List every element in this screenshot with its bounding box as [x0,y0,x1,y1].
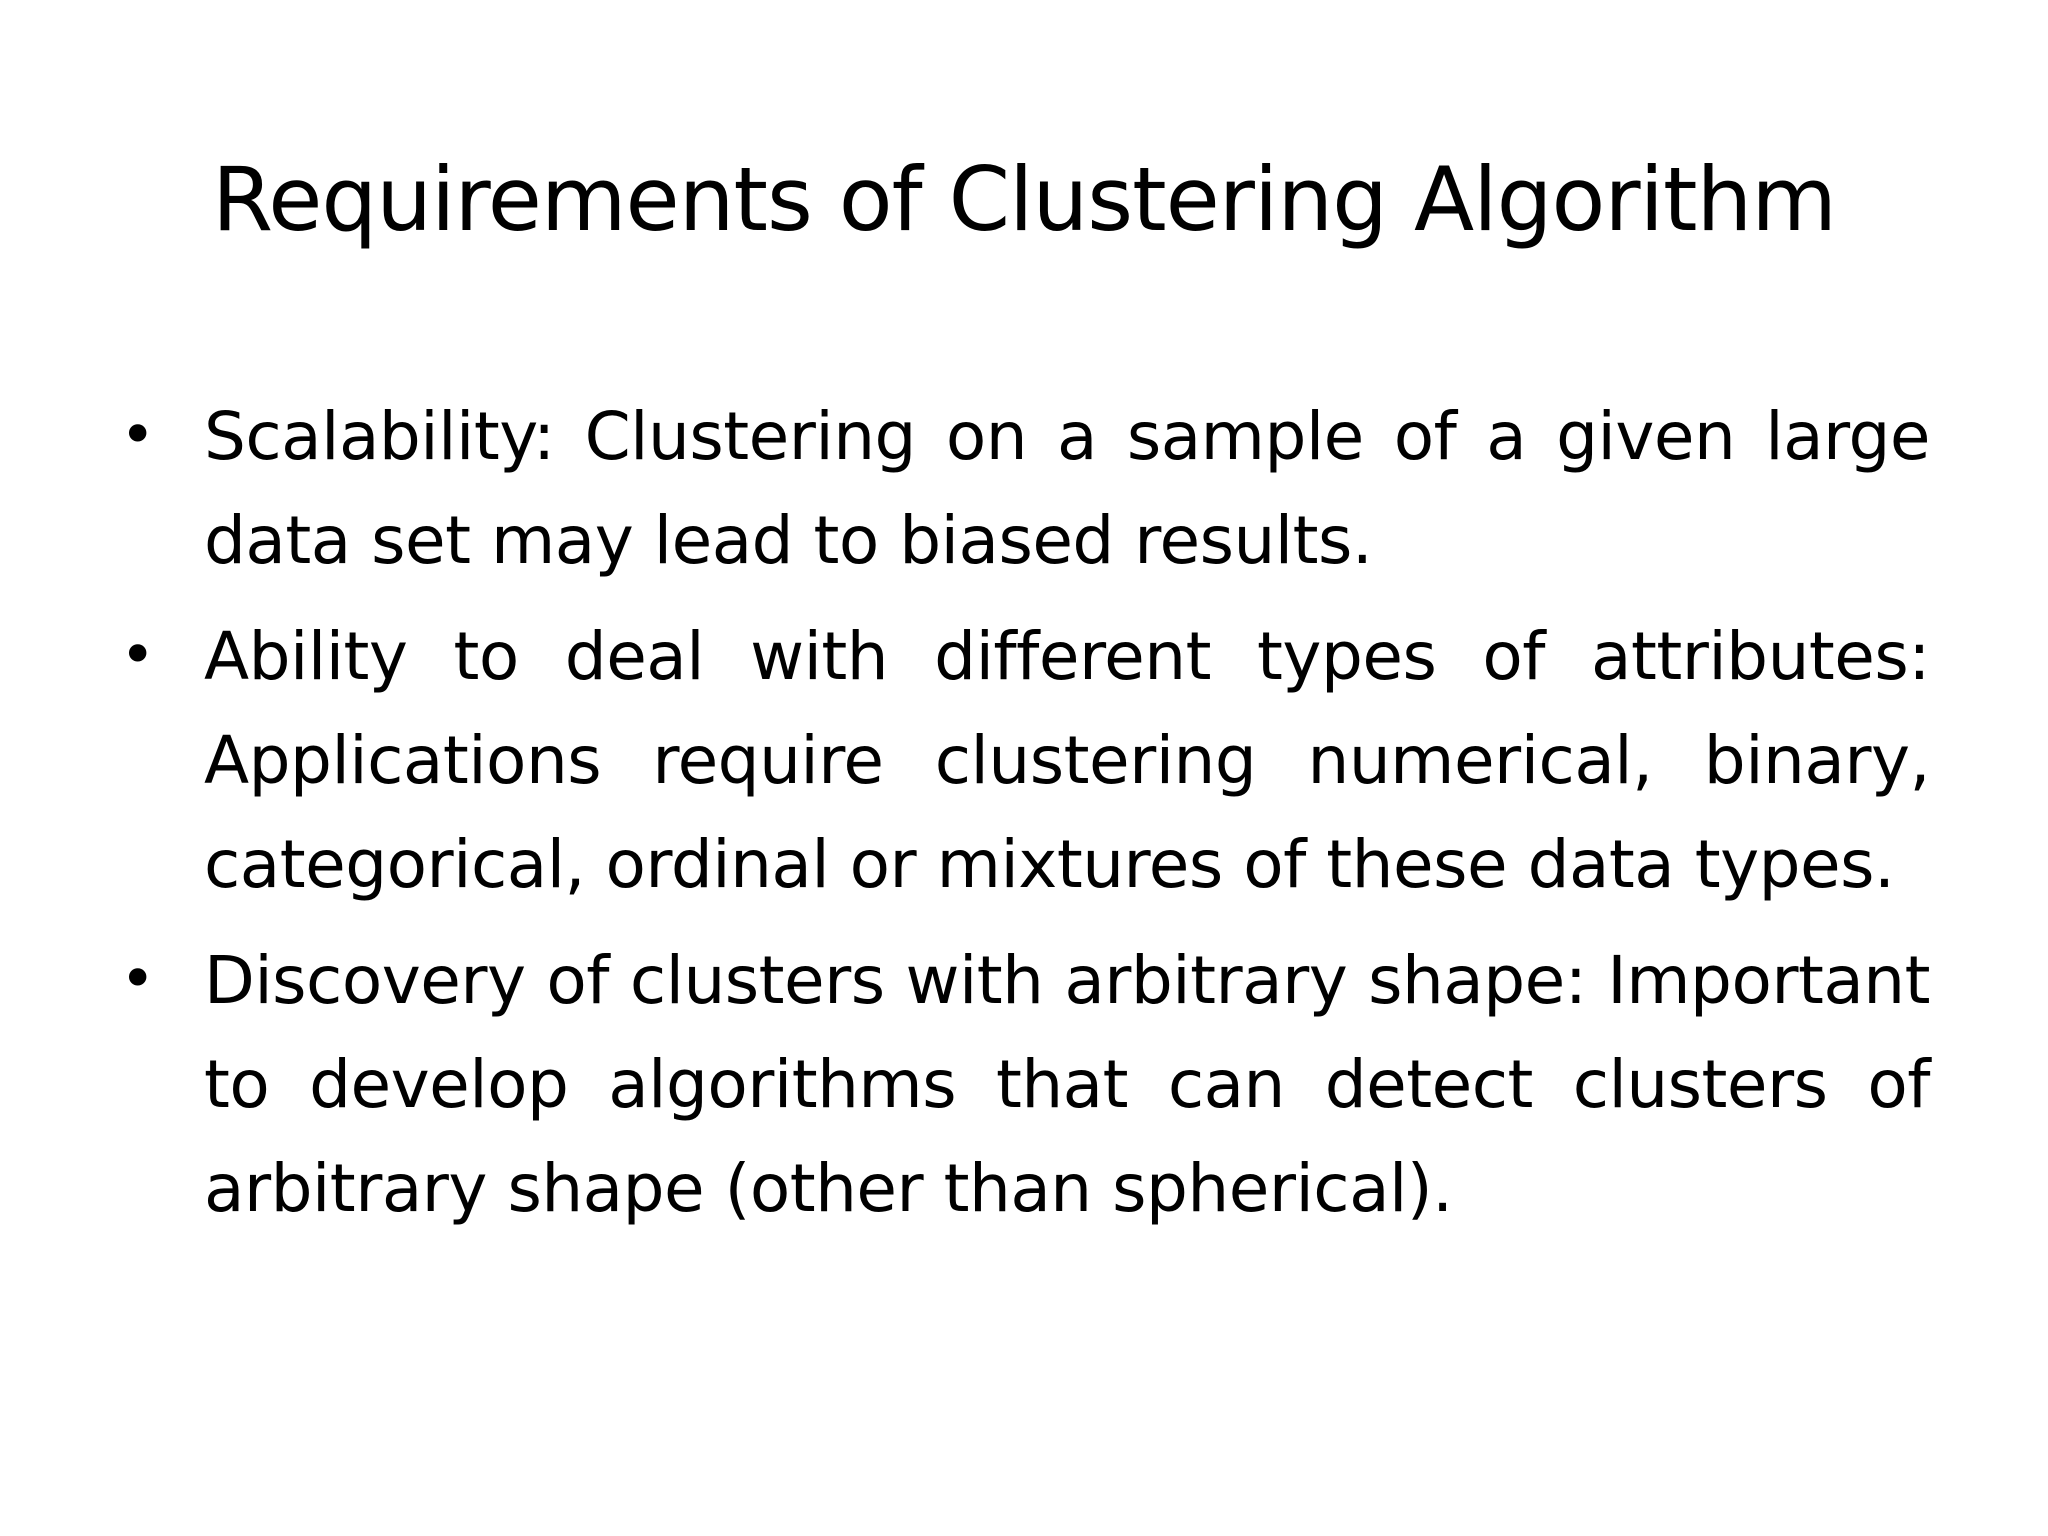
bullet-list [120,385,1930,1253]
bullet-icon: • [120,944,155,1014]
bullet-icon: • [120,620,155,690]
bullet-icon: • [120,400,155,470]
list-item [120,605,1930,917]
list-item [120,929,1930,1241]
slide-title: Requirements of Clustering Algorithm [212,148,1836,251]
bullet-text-arbitrary-shape: Discovery of clusters with arbitrary shape: Important to develop algorithms that can detect clusters of arbitrary shape (other than spherical). [204,942,1930,1227]
list-item [120,385,1930,593]
bullet-text-scalability: Scalability: Clustering on a sample of a given large data set may lead to biased results. [204,398,1930,579]
bullet-text-attribute-types: Ability to deal with different types of attributes: Applications require clustering numerical, binary, categorical, ordinal or mixtures of these data types. [204,618,1930,903]
